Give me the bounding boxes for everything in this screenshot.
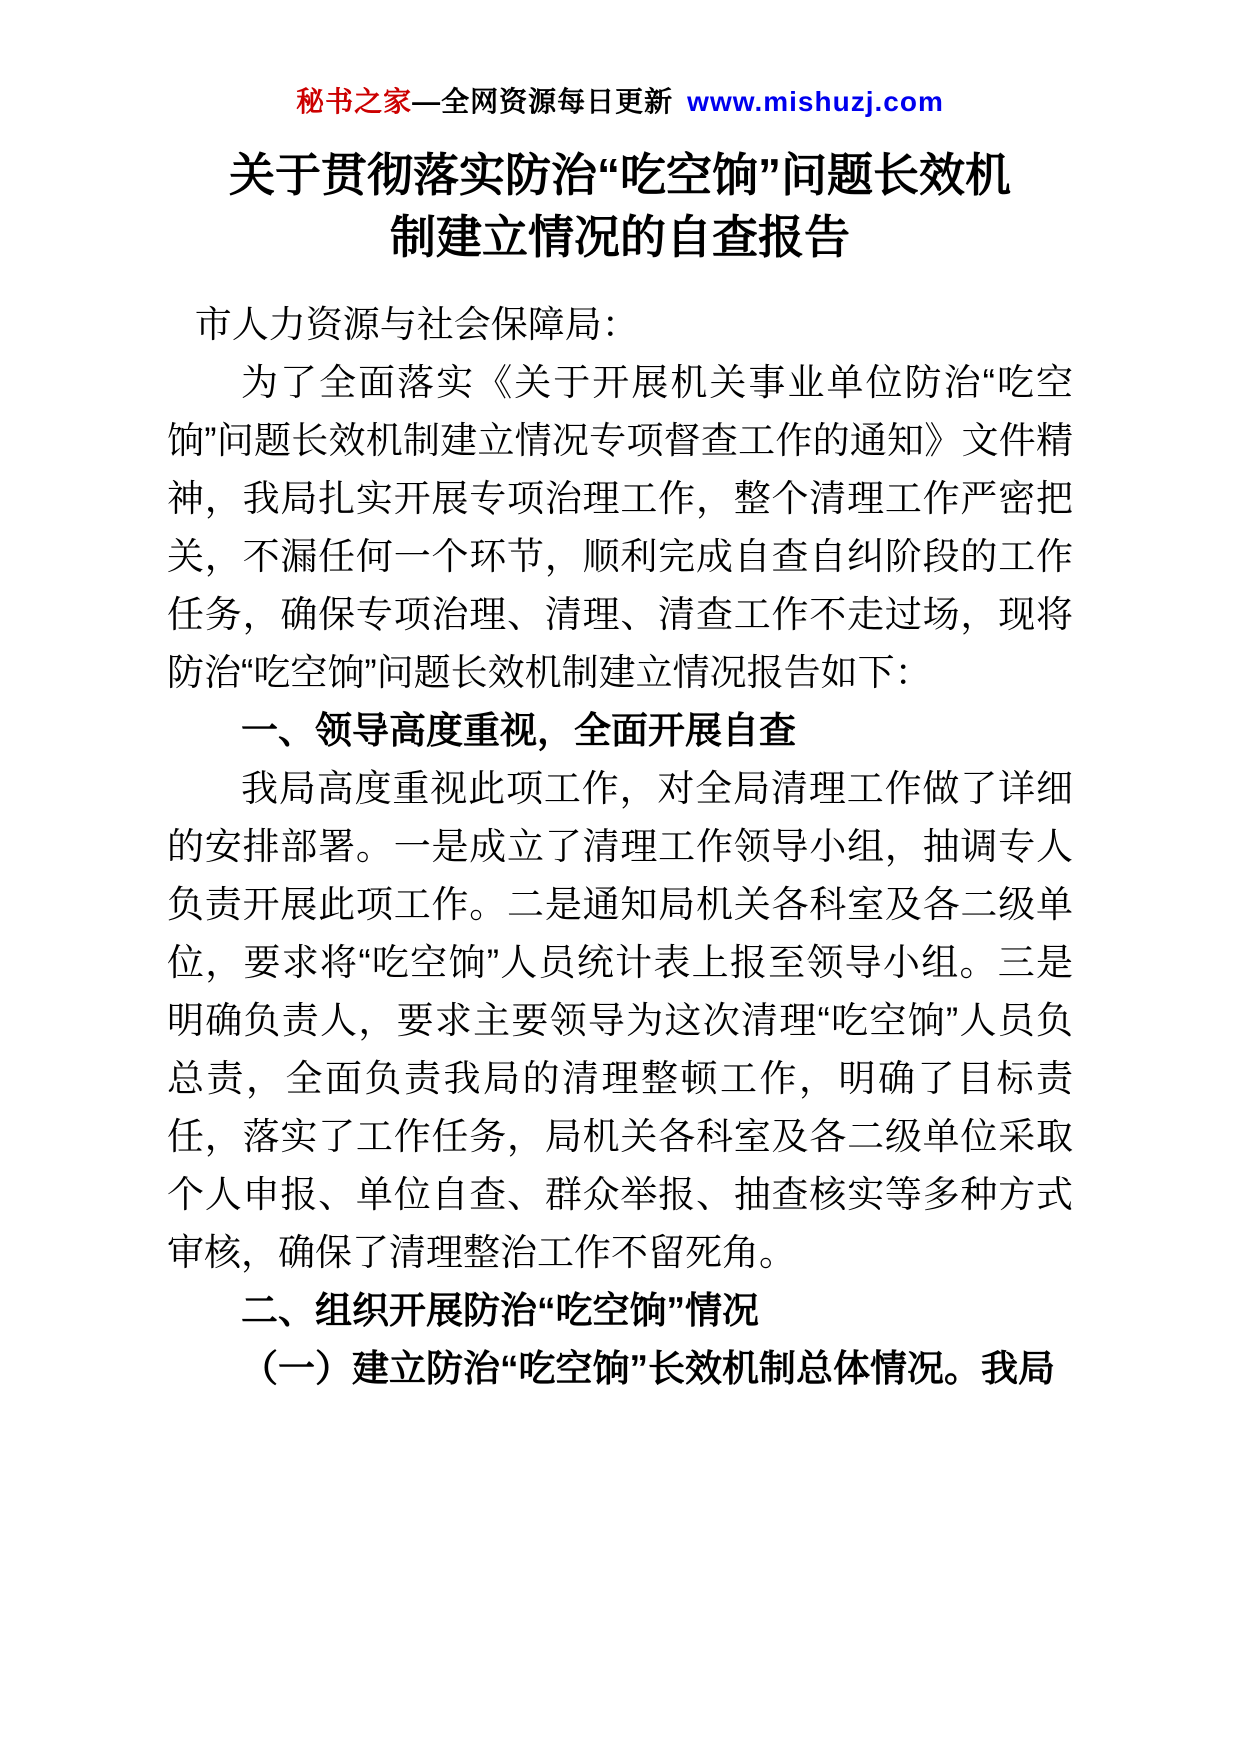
document-title bbox=[130, 144, 1110, 268]
paragraph-salutation-0: 市人力资源与社会保障局： bbox=[194, 304, 639, 345]
paragraph-body-1: 为了全面落实《关于开展机关事业单位防治“吃空饷”问题长效机制建立情况专项督查工作的通知》文件精神，我局扎实开展专项治理工作，整个清理工作严密把关，不漏任何一个环节，顺利完成自查自纠阶段的工作任务，确保专项治理、清理、清查工作不走过场，现将防治“吃空饷”问题长效机制建立情况报告如下： bbox=[167, 362, 1073, 693]
site-tagline: —全网资源每日更新 bbox=[412, 86, 674, 117]
document-title-line-2: 制建立情况的自查报告 bbox=[390, 211, 850, 263]
site-url-link[interactable]: www.mishuzj.com bbox=[687, 86, 944, 117]
document-body bbox=[167, 296, 1073, 1398]
paragraph-body-3: 我局高度重视此项工作，对全局清理工作做了详细的安排部署。一是成立了清理工作领导小组，抽调专人负责开展此项工作。二是通知局机关各科室及各二级单位，要求将“吃空饷”人员统计表上报至领导小组。三是明确负责人，要求主要领导为这次清理“吃空饷”人员负总责，全面负责我局的清理整顿工作，明确了目标责任，落实了工作任务，局机关各科室及各二级单位采取个人申报、单位自查、群众举报、抽查核实等多种方式审核，确保了清理整治工作不留死角。 bbox=[167, 768, 1073, 1273]
paragraph-heading-2: 一、领导高度重视，全面开展自查 bbox=[241, 710, 796, 751]
document-title-line-1: 关于贯彻落实防治“吃空饷”问题长效机 bbox=[229, 149, 1011, 201]
paragraph-heading-4: 二、组织开展防治“吃空饷”情况 bbox=[241, 1290, 759, 1331]
paragraph-heading-5: （一）建立防治“吃空饷”长效机制总体情况。我局 bbox=[241, 1348, 1055, 1389]
site-header bbox=[0, 84, 1240, 120]
site-brand: 秘书之家 bbox=[296, 86, 413, 117]
